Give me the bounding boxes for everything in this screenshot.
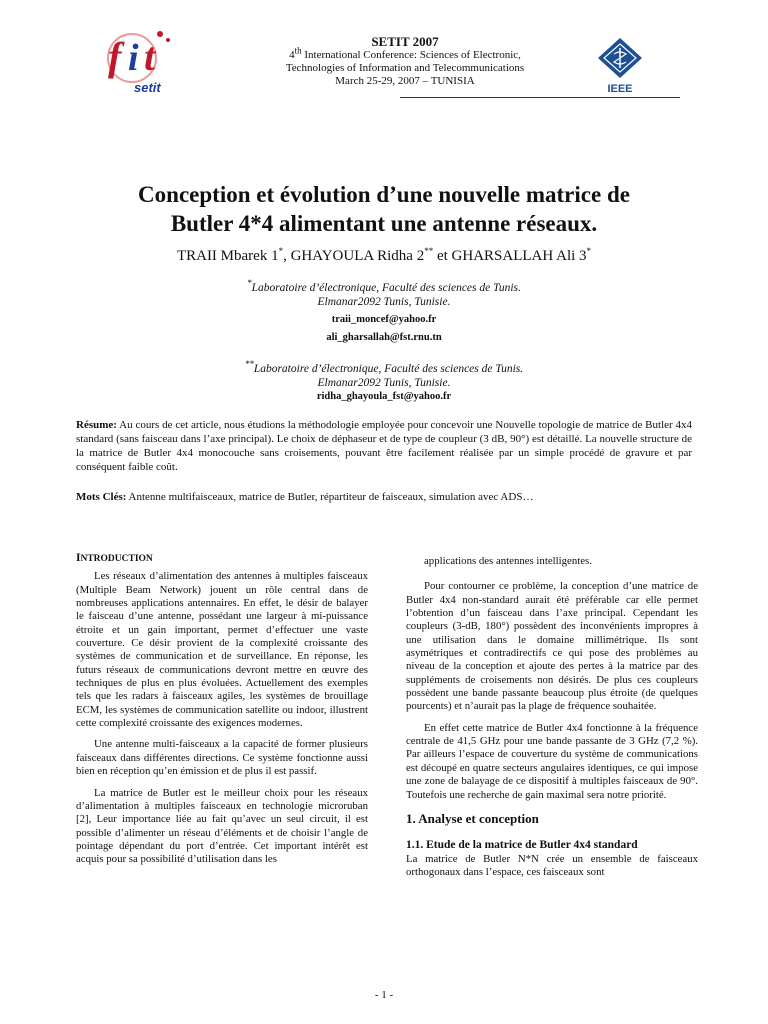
conference-line2: Technologies of Information and Telecommunications [285, 62, 525, 74]
right-paragraph-1: Pour contourner ce problème, la conception d’une matrice de Butler 4x4 non-standard aurait été préférable car elle permet l’obtention d’un faisceau dans l’axe principal. Cependant les coupleurs (3-dB, 180°) possèdent des inconvénients impropres à une utilisation dans le domaine millimétrique. Ils sont asymétriques et contradirectifs ce qui pose des problèmes au niveau de la conception et ajoute des pertes à la matrice par des suppléments de croisements non désirés. De plus ces coupleurs possèdent une bande passante beaucoup plus étroite (de quelques pourcents) et n’aurait pas la plage de fréquence souhaitée. [406, 580, 698, 713]
page-number: - 1 - [374, 989, 394, 1001]
abstract-text: Au cours de cet article, nous étudions la méthodologie employée pour concevoir une Nouvelle topologie de matrice de Butler 4x4 standard (sans faisceau dans l’axe principal). Le choix de déphaseur et de type de coupleur (3 dB, 90°) est détaillé. La nouvelle structure de la matrice de Butler 4x4 monocouche sans croisements, pouvant être facilement réalisée par un simple procédé de gravure et par conséquent faible coût. [76, 419, 692, 473]
keywords-label: Mots Clés: [76, 491, 127, 503]
abstract [76, 418, 692, 474]
subsection-1-1-heading: 1.1. Etude de la matrice de Butler 4x4 standard [406, 839, 638, 852]
conference-dates: March 25-29, 2007 – TUNISIA [335, 75, 475, 87]
svg-text:t: t [144, 34, 156, 79]
right-paragraph-continuation: applications des antennes intelligentes. [424, 555, 592, 567]
conference-header [230, 34, 580, 88]
setit-logo [100, 18, 190, 98]
affiliation-1-lab-text: Laboratoire d’électronique, Faculté des sciences de Tunis. [251, 282, 521, 294]
affiliation-2-lab-text: Laboratoire d’électronique, Faculté des sciences de Tunis. [253, 363, 524, 375]
author-list [40, 247, 728, 265]
header-divider [400, 97, 680, 98]
intro-paragraph-1: Les réseaux d’alimentation des antennes à multiples faisceaux (Multiple Beam Network) jouent un rôle central dans de nombreuses applications antennaires. En effet, le désir de balayer le faisceau d’une antenne, possédant une largeur à mi-puissance étroite et un gain important, permet d’effectuer une vaste couverture. Ce désir provient de la complexité croissante des systèmes de communication et de surveillance. En réponse, les futurs réseaux de communications devront mettre en œuvre des techniques de plus en plus évoluées. Actuellement des exemples tels que les radars à faisceaux agiles, les systèmes de brouillage ECM, les systèmes de communication satellite ou indoor, illustrent cette complexité croissante des exigences modernes. [76, 570, 368, 730]
intro-paragraph-3: La matrice de Butler est le meilleur choix pour les réseaux d’alimentation à multiples faisceaux en technologie microruban [2], Leur importance liée au fait qu’avec un seul circuit, il est possible d’alimenter un réseau d’éléments et de choisir l’angle de pointage dépendant du port d’entrée. Cet important intérêt est acquis pour sa possibilité d’utilisation dans les [76, 786, 368, 866]
logo-right-text: IEEE [607, 83, 633, 95]
email-traii[interactable]: traii_moncef@yahoo.fr [331, 314, 437, 325]
keywords [76, 490, 692, 504]
left-column [76, 552, 368, 875]
svg-text:f: f [108, 34, 122, 79]
introduction-heading [76, 552, 368, 566]
author-3: et GHARSALLAH Ali 3 [433, 248, 587, 264]
right-paragraph-2: En effet cette matrice de Butler 4x4 fonctionne à la fréquence centrale de 41,5 GHz pour une bande passante de 3 GHz (7,2 %). Par ailleurs l’espace de couverture du système de communications est découpé en quatre secteurs angulaires identiques, ce qui impose une zone de balayage de ce dispositif à multiples faisceaux de 90°. Toutefois une recherche de gain maximal sera notre priorité. [406, 721, 698, 801]
conference-edition-suffix: th [294, 45, 302, 56]
author-1-mark: * [278, 246, 284, 256]
introduction-heading-rest: NTRODUCTION [80, 554, 153, 564]
keywords-text: Antenne multifaisceaux, matrice de Butler, répartiteur de faisceaux, simulation avec ADS… [126, 491, 534, 503]
author-2: , GHAYOULA Ridha 2 [283, 248, 425, 264]
abstract-label: Résume: [76, 419, 117, 431]
introduction-heading-initial: I [76, 552, 81, 564]
author-2-mark: ** [424, 246, 434, 256]
logo-left-text: setit [134, 80, 161, 95]
email-ghayoula[interactable]: ridha_ghayoula_fst@yahoo.fr [316, 391, 452, 402]
affiliation-1-mark: * [247, 278, 252, 289]
right-column [406, 555, 698, 879]
title-line-1: Conception et évolution d’une nouvelle matrice de [138, 182, 630, 207]
affiliation-2-city: Elmanar2092 Tunis, Tunisie. [317, 377, 451, 389]
affiliation-2-mark: ** [244, 359, 254, 370]
subsection-paragraph: La matrice de Butler N*N crée un ensemble de faisceaux orthogonaux dans l’espace, ces faisceaux sont [406, 852, 698, 878]
affiliation-1 [140, 278, 628, 345]
affiliation-2-lab [140, 359, 628, 376]
conference-edition-number: 4 [289, 49, 295, 61]
affiliation-1-lab [140, 278, 628, 295]
conference-line1 [230, 45, 580, 62]
title-line-2: Butler 4*4 alimentant une antenne réseaux. [170, 211, 598, 236]
affiliation-2 [140, 359, 628, 404]
paper-title [60, 180, 708, 238]
section-1-heading: 1. Analyse et conception [406, 810, 539, 826]
author-1: TRAII Mbarek 1 [176, 248, 279, 264]
affiliation-1-city: Elmanar2092 Tunis, Tunisie. [317, 296, 451, 308]
conference-name: SETIT 2007 [371, 34, 439, 49]
intro-paragraph-2: Une antenne multi-faisceaux a la capacité de former plusieurs faisceaux dans différentes directions. Ce système fonctionne aussi bien en réception qu’en émission et de plus il est passif. [76, 738, 368, 778]
conference-line1-text: International Conference: Sciences of Electronic, [301, 49, 521, 61]
author-3-mark: * [586, 246, 592, 256]
email-gharsallah[interactable]: ali_gharsallah@fst.rnu.tn [326, 332, 442, 343]
ieee-logo [594, 36, 646, 96]
svg-text:i: i [128, 37, 139, 79]
